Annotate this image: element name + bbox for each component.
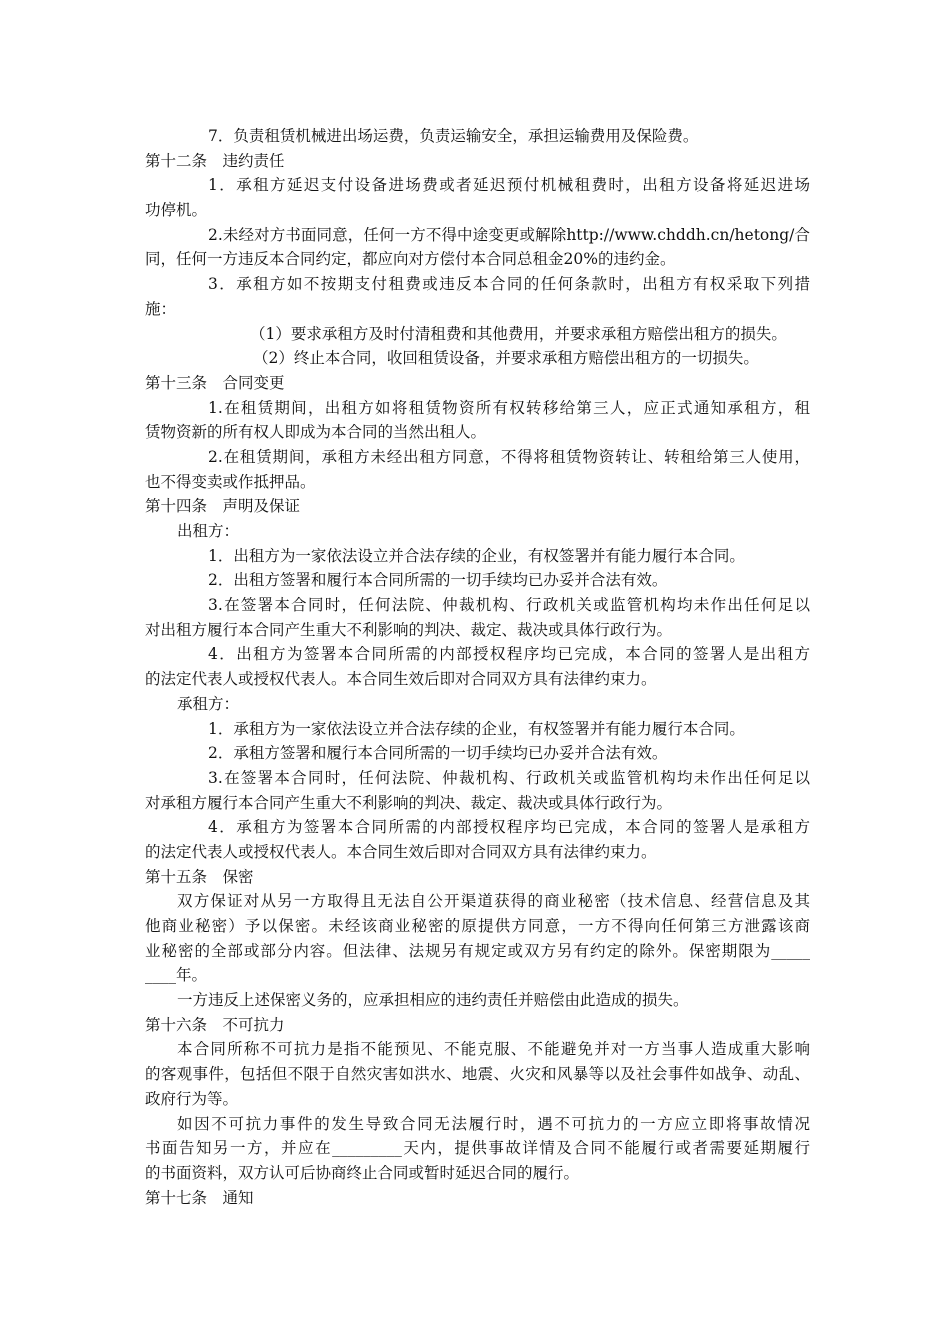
text-line: （2）终止本合同，收回租赁设备，并要求承租方赔偿出租方的一切损失。 xyxy=(253,349,759,368)
text-line: 业秘密的全部或部分内容。但法律、法规另有规定或双方另有约定的除外。保密期限为_____ xyxy=(145,941,810,960)
text-line: 一方违反上述保密义务的，应承担相应的违约责任并赔偿由此造成的损失。 xyxy=(177,991,689,1010)
text-line: 的法定代表人或授权代表人。本合同生效后即对合同双方具有法律约束力。 xyxy=(145,842,657,861)
text-line: 如因不可抗力事件的发生导致合同无法履行时，遇不可抗力的一方应立即将事故情况 xyxy=(177,1114,810,1133)
text-line: ____年。 xyxy=(145,966,208,985)
text-line: 书面告知另一方，并应在_________天内，提供事故详情及合同不能履行或者需要延期履行 xyxy=(145,1139,810,1158)
text-line: 同，任何一方违反本合同约定，都应向对方偿付本合同总租金20%的违约金。 xyxy=(145,250,676,269)
text-line: 也不得变卖或作抵押品。 xyxy=(145,472,316,491)
text-line: 1．承租方延迟支付设备进场费或者延迟预付机械租费时，出租方设备将延迟进场 xyxy=(208,176,810,195)
text-line: 政府行为等。 xyxy=(145,1089,239,1108)
section-heading: 第十六条 不可抗力 xyxy=(145,1015,285,1034)
text-line: 双方保证对从另一方取得且无法自公开渠道获得的商业秘密（技术信息、经营信息及其 xyxy=(177,892,810,911)
text-line: 1.在租赁期间，出租方如将租赁物资所有权转移给第三人，应正式通知承租方，租 xyxy=(208,398,810,417)
text-line: 本合同所称不可抗力是指不能预见、不能克服、不能避免并对一方当事人造成重大影响 xyxy=(177,1040,810,1059)
text-line: 3.在签署本合同时，任何法院、仲裁机构、行政机关或监管机构均未作出任何足以 xyxy=(208,768,810,787)
text-line: 4．承租方为签署本合同所需的内部授权程序均已完成，本合同的签署人是承租方 xyxy=(208,818,810,837)
section-heading: 第十五条 保密 xyxy=(145,867,254,886)
text-line: 的书面资料，双方认可后协商终止合同或暂时延迟合同的履行。 xyxy=(145,1163,580,1182)
text-line: 2.在租赁期间，承租方未经出租方同意，不得将租赁物资转让、转租给第三人使用， xyxy=(208,447,810,466)
text-line: 3.在签署本合同时，任何法院、仲裁机构、行政机关或监管机构均未作出任何足以 xyxy=(208,596,810,615)
text-line: 对承租方履行本合同产生重大不利影响的判决、裁定、裁决或具体行政行为。 xyxy=(145,793,673,812)
text-line: 2．出租方签署和履行本合同所需的一切手续均已办妥并合法有效。 xyxy=(208,571,668,590)
contract-body xyxy=(145,124,810,1210)
text-line: 4．出租方为签署本合同所需的内部授权程序均已完成，本合同的签署人是出租方 xyxy=(208,645,810,664)
section-heading: 第十七条 通知 xyxy=(145,1188,254,1207)
section-heading: 第十三条 合同变更 xyxy=(145,373,285,392)
text-line: 施： xyxy=(145,299,177,318)
text-line: 他商业秘密）予以保密。未经该商业秘密的原提供方同意，一方不得向任何第三方泄露该商 xyxy=(145,917,810,935)
text-line: 1．承租方为一家依法设立并合法存续的企业，有权签署并有能力履行本合同。 xyxy=(208,719,745,738)
text-line: 7．负责租赁机械进出场运费，负责运输安全，承担运输费用及保险费。 xyxy=(208,127,699,145)
text-line: 2．承租方签署和履行本合同所需的一切手续均已办妥并合法有效。 xyxy=(208,744,668,763)
text-line: 的客观事件，包括但不限于自然灾害如洪水、地震、火灾和风暴等以及社会事件如战争、动乱、 xyxy=(145,1065,810,1084)
text-line: 功停机。 xyxy=(145,201,208,220)
text-line: 出租方： xyxy=(177,522,240,540)
text-line: 对出租方履行本合同产生重大不利影响的判决、裁定、裁决或具体行政行为。 xyxy=(145,620,673,639)
text-line: 承租方： xyxy=(177,694,240,713)
text-line: 2.未经对方书面同意，任何一方不得中途变更或解除http://www.chddh.cn/hetong/合 xyxy=(208,225,810,244)
text-line: 1．出租方为一家依法设立并合法存续的企业，有权签署并有能力履行本合同。 xyxy=(208,546,745,565)
text-line: 赁物资新的所有权人即成为本合同的当然出租人。 xyxy=(145,423,487,442)
text-line: 的法定代表人或授权代表人。本合同生效后即对合同双方具有法律约束力。 xyxy=(145,670,657,689)
text-line: 3．承租方如不按期支付租费或违反本合同的任何条款时，出租方有权采取下列措 xyxy=(208,275,810,294)
text-line: （1）要求承租方及时付清租费和其他费用，并要求承租方赔偿出租方的损失。 xyxy=(250,324,787,343)
section-heading: 第十四条 声明及保证 xyxy=(145,497,301,516)
section-heading: 第十二条 违约责任 xyxy=(145,151,285,170)
